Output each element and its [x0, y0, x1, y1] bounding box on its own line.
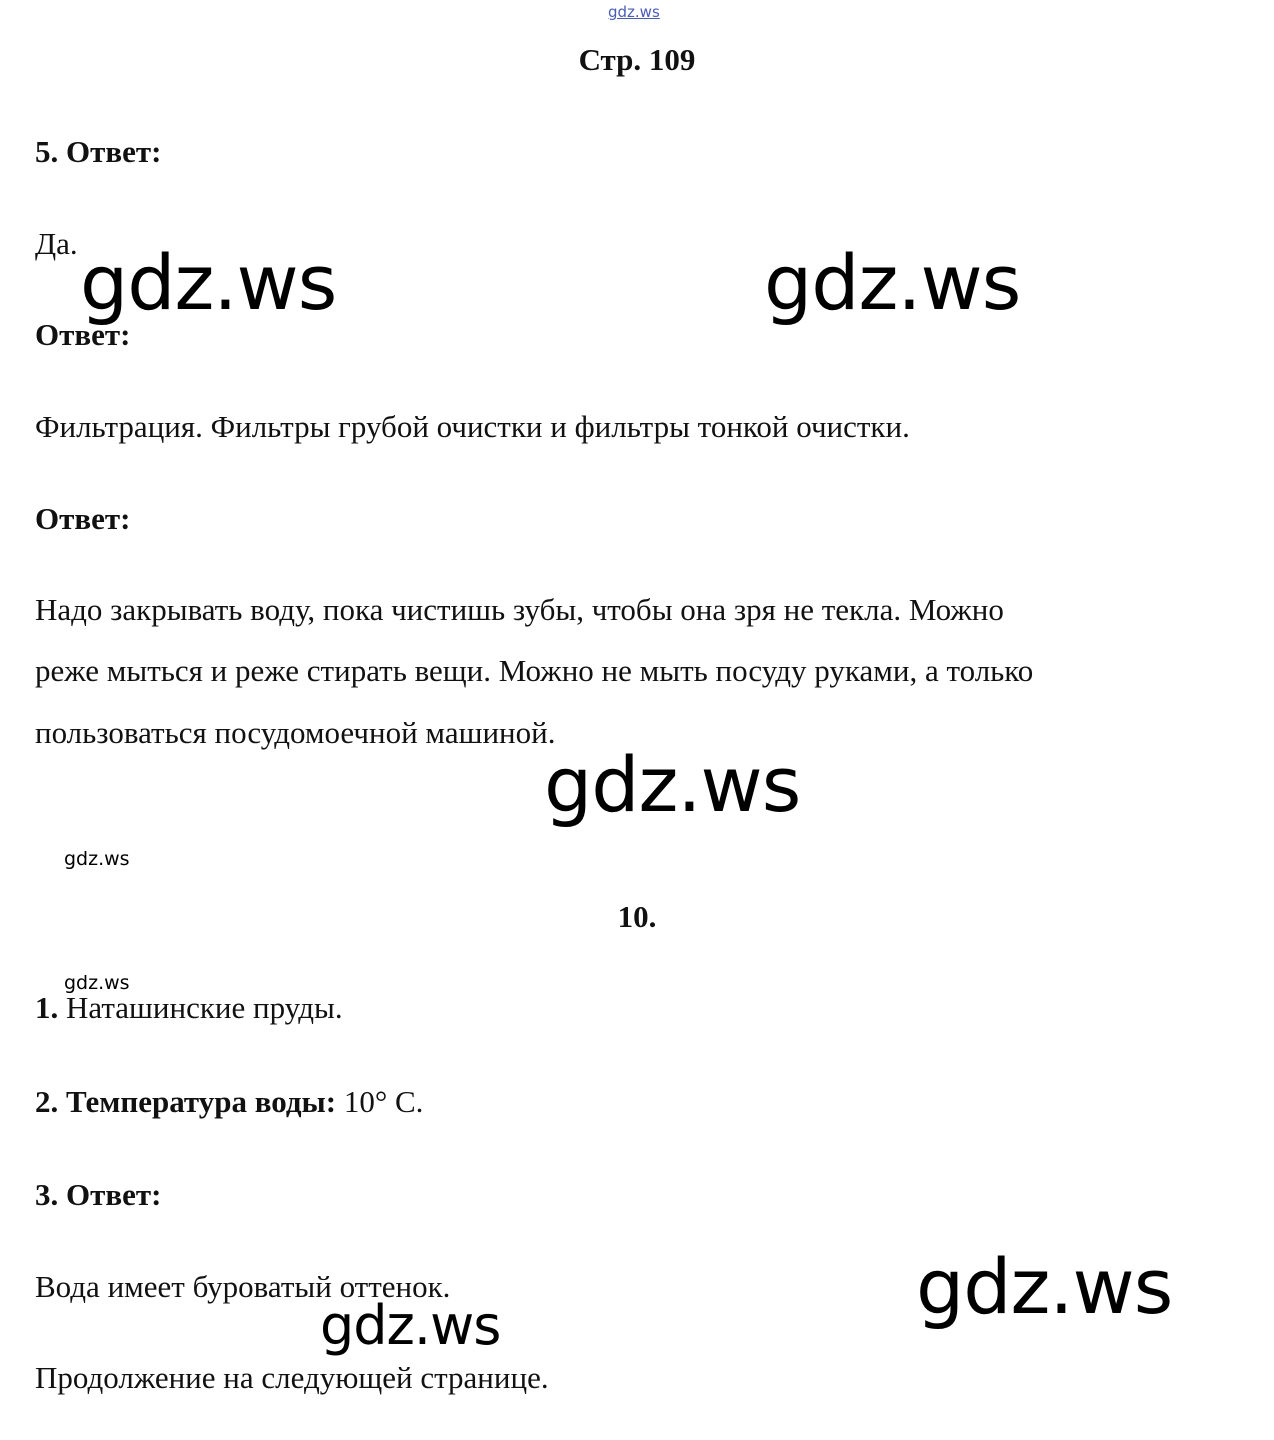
watermark-logo: gdz.ws: [320, 1294, 501, 1357]
answer-paragraph-line: реже мыться и реже стирать вещи. Можно не мыть посуду руками, а только: [35, 653, 1034, 688]
watermark-logo: gdz.ws: [764, 238, 1021, 327]
section-heading: 10.: [617, 899, 657, 934]
item-number: 1.: [35, 990, 59, 1025]
item-label: 2. Температура воды:: [35, 1084, 337, 1119]
list-item-label: 3. Ответ:: [35, 1177, 162, 1212]
list-item: [35, 1082, 423, 1122]
answer-label: Ответ:: [35, 501, 131, 536]
page-title: Стр. 109: [578, 42, 696, 77]
watermark-logo: gdz.ws: [80, 238, 337, 327]
answer-text: Вода имеет буроватый оттенок.: [35, 1269, 451, 1304]
watermark-small: gdz.ws: [64, 972, 130, 994]
answer-paragraph-line: Надо закрывать воду, пока чистишь зубы, чтобы она зря не текла. Можно: [35, 592, 1004, 627]
answer-text: Фильтрация. Фильтры грубой очистки и фильтры тонкой очистки.: [35, 409, 910, 444]
answer-label: Ответ:: [35, 317, 131, 352]
answer-paragraph-line: пользоваться посудомоечной машиной.: [35, 715, 556, 750]
list-item: [35, 988, 343, 1028]
watermark-logo: gdz.ws: [916, 1242, 1173, 1331]
item-value: 10° С.: [336, 1084, 424, 1119]
answer-5-label: 5. Ответ:: [35, 134, 162, 169]
top-watermark-link[interactable]: gdz.ws: [608, 3, 660, 21]
continuation-note: Продолжение на следующей странице.: [35, 1360, 549, 1395]
item-text: Наташинские пруды.: [58, 990, 343, 1025]
answer-5-text: Да.: [35, 226, 78, 261]
watermark-small: gdz.ws: [64, 848, 130, 870]
watermark-logo: gdz.ws: [544, 740, 801, 829]
